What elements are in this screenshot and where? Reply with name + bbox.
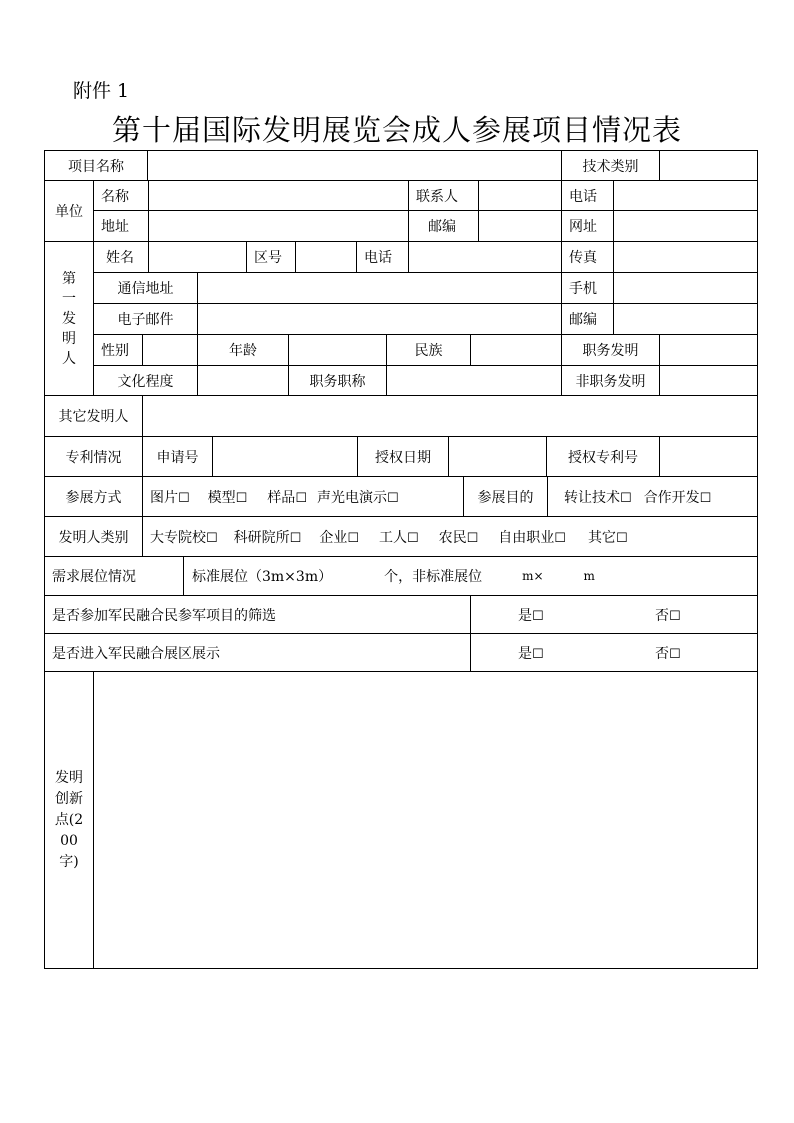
- inventor-name-label: 姓名: [93, 241, 149, 273]
- inventor-postcode-field[interactable]: [613, 303, 758, 335]
- unit-phone-label: 电话: [561, 180, 614, 211]
- inventor-type-option[interactable]: 农民☐: [438, 529, 479, 546]
- military-screen-no[interactable]: 否☐: [655, 607, 681, 624]
- unit-name-label: 名称: [93, 180, 149, 211]
- booth-need-label: 需求展位情况: [44, 556, 184, 596]
- exhibit-option[interactable]: 声光电演示☐: [316, 489, 399, 506]
- purpose-option[interactable]: 合作开发☐: [643, 489, 712, 506]
- contact-label: 联系人: [408, 180, 479, 211]
- address-label: 地址: [93, 210, 149, 242]
- gender-label: 性别: [93, 334, 143, 366]
- grant-patent-no-label: 授权专利号: [546, 436, 660, 477]
- website-label: 网址: [561, 210, 614, 242]
- ethnicity-label: 民族: [386, 334, 471, 366]
- attachment-label: 附件 1: [73, 80, 130, 102]
- inventor-type-label: 发明人类别: [44, 516, 143, 557]
- non-service-invention-label: 非职务发明: [561, 365, 660, 396]
- booth-m2-text: m: [583, 569, 595, 583]
- mobile-label: 手机: [561, 272, 614, 304]
- inventor-postcode-label: 邮编: [561, 303, 614, 335]
- booth-m1-text: m×: [522, 569, 544, 583]
- checkbox-icon: ☐: [347, 530, 359, 546]
- application-no-label: 申请号: [142, 436, 213, 477]
- checkbox-icon: ☐: [532, 646, 544, 662]
- education-field[interactable]: [197, 365, 289, 396]
- unit-label: 单位: [44, 180, 94, 242]
- military-screen-yes[interactable]: 是☐: [518, 607, 544, 624]
- website-field[interactable]: [613, 210, 758, 242]
- ethnicity-field[interactable]: [470, 334, 562, 366]
- fax-label: 传真: [561, 241, 614, 273]
- age-field[interactable]: [288, 334, 387, 366]
- first-inventor-label: 第一发明人: [44, 241, 94, 396]
- checkbox-icon: ☐: [235, 490, 248, 506]
- checkbox-icon: ☐: [295, 490, 307, 506]
- service-invention-label: 职务发明: [561, 334, 660, 366]
- checkbox-icon: ☐: [532, 608, 544, 624]
- mobile-field[interactable]: [613, 272, 758, 304]
- grant-date-field[interactable]: [448, 436, 547, 477]
- purpose-option[interactable]: 转让技术☐: [564, 489, 632, 506]
- checkbox-icon: ☐: [620, 490, 632, 506]
- military-show-label: 是否进入军民融合展区展示: [44, 633, 471, 672]
- inventor-type-option[interactable]: 大专院校☐: [150, 529, 218, 546]
- patent-status-label: 专利情况: [44, 436, 143, 477]
- unit-name-field[interactable]: [148, 180, 409, 211]
- application-no-field[interactable]: [212, 436, 358, 477]
- email-label: 电子邮件: [93, 303, 198, 335]
- mail-address-field[interactable]: [197, 272, 562, 304]
- exhibit-purpose-label: 参展目的: [463, 476, 548, 517]
- education-label: 文化程度: [93, 365, 198, 396]
- area-code-label: 区号: [246, 241, 296, 273]
- area-code-field[interactable]: [295, 241, 357, 273]
- postcode-label: 邮编: [408, 210, 479, 242]
- job-title-field[interactable]: [386, 365, 562, 396]
- innovation-label: 发明创新点(200字): [44, 671, 94, 969]
- unit-phone-field[interactable]: [613, 180, 758, 211]
- exhibit-option[interactable]: 样品☐: [267, 489, 307, 506]
- tech-category-field[interactable]: [659, 150, 758, 181]
- inventor-type-options: [142, 516, 758, 557]
- military-show-options: [470, 633, 758, 672]
- exhibit-option[interactable]: 模型☐: [207, 489, 248, 506]
- checkbox-icon: ☐: [554, 530, 566, 546]
- address-field[interactable]: [148, 210, 409, 242]
- booth-standard-text: 标准展位（3m×3m）: [192, 569, 333, 585]
- tech-category-label: 技术类别: [561, 150, 660, 181]
- inventor-phone-field[interactable]: [408, 241, 562, 273]
- innovation-field[interactable]: [93, 671, 758, 969]
- checkbox-icon: ☐: [669, 646, 681, 662]
- exhibit-method-options: [142, 476, 464, 517]
- gender-field[interactable]: [142, 334, 198, 366]
- grant-date-label: 授权日期: [357, 436, 449, 477]
- checkbox-icon: ☐: [615, 530, 628, 546]
- contact-field[interactable]: [478, 180, 562, 211]
- checkbox-icon: ☐: [406, 530, 419, 546]
- non-service-invention-field[interactable]: [659, 365, 758, 396]
- inventor-phone-label: 电话: [356, 241, 409, 273]
- postcode-field[interactable]: [478, 210, 562, 242]
- exhibit-method-label: 参展方式: [44, 476, 143, 517]
- checkbox-icon: ☐: [178, 490, 190, 506]
- job-title-label: 职务职称: [288, 365, 387, 396]
- military-show-yes[interactable]: 是☐: [518, 645, 544, 662]
- military-screen-options: [470, 595, 758, 634]
- project-name-label: 项目名称: [44, 150, 148, 181]
- exhibit-purpose-options: [547, 476, 758, 517]
- project-name-field[interactable]: [147, 150, 562, 181]
- inventor-type-option[interactable]: 其它☐: [587, 529, 628, 546]
- inventor-type-option[interactable]: 自由职业☐: [498, 529, 566, 546]
- page-title: 第十届国际发明展览会成人参展项目情况表: [111, 113, 682, 147]
- inventor-type-option[interactable]: 工人☐: [378, 529, 419, 546]
- mail-address-label: 通信地址: [93, 272, 198, 304]
- exhibit-option[interactable]: 图片☐: [150, 489, 190, 506]
- other-inventors-label: 其它发明人: [44, 395, 143, 437]
- checkbox-icon: ☐: [289, 530, 302, 546]
- age-label: 年龄: [197, 334, 289, 366]
- booth-unit-text: 个，非标准展位: [384, 569, 483, 585]
- other-inventors-field[interactable]: [142, 395, 758, 437]
- booth-need-field[interactable]: [183, 556, 758, 596]
- service-invention-field[interactable]: [659, 334, 758, 366]
- checkbox-icon: ☐: [669, 608, 681, 624]
- fax-field[interactable]: [613, 241, 758, 273]
- inventor-type-option[interactable]: 企业☐: [319, 529, 359, 546]
- military-show-no[interactable]: 否☐: [655, 645, 681, 662]
- checkbox-icon: ☐: [699, 490, 712, 506]
- inventor-type-option[interactable]: 科研院所☐: [233, 529, 302, 546]
- checkbox-icon: ☐: [386, 490, 399, 506]
- grant-patent-no-field[interactable]: [659, 436, 758, 477]
- military-screen-label: 是否参加军民融合民参军项目的筛选: [44, 595, 471, 634]
- checkbox-icon: ☐: [206, 530, 218, 546]
- inventor-name-field[interactable]: [148, 241, 247, 273]
- checkbox-icon: ☐: [466, 530, 479, 546]
- email-field[interactable]: [197, 303, 562, 335]
